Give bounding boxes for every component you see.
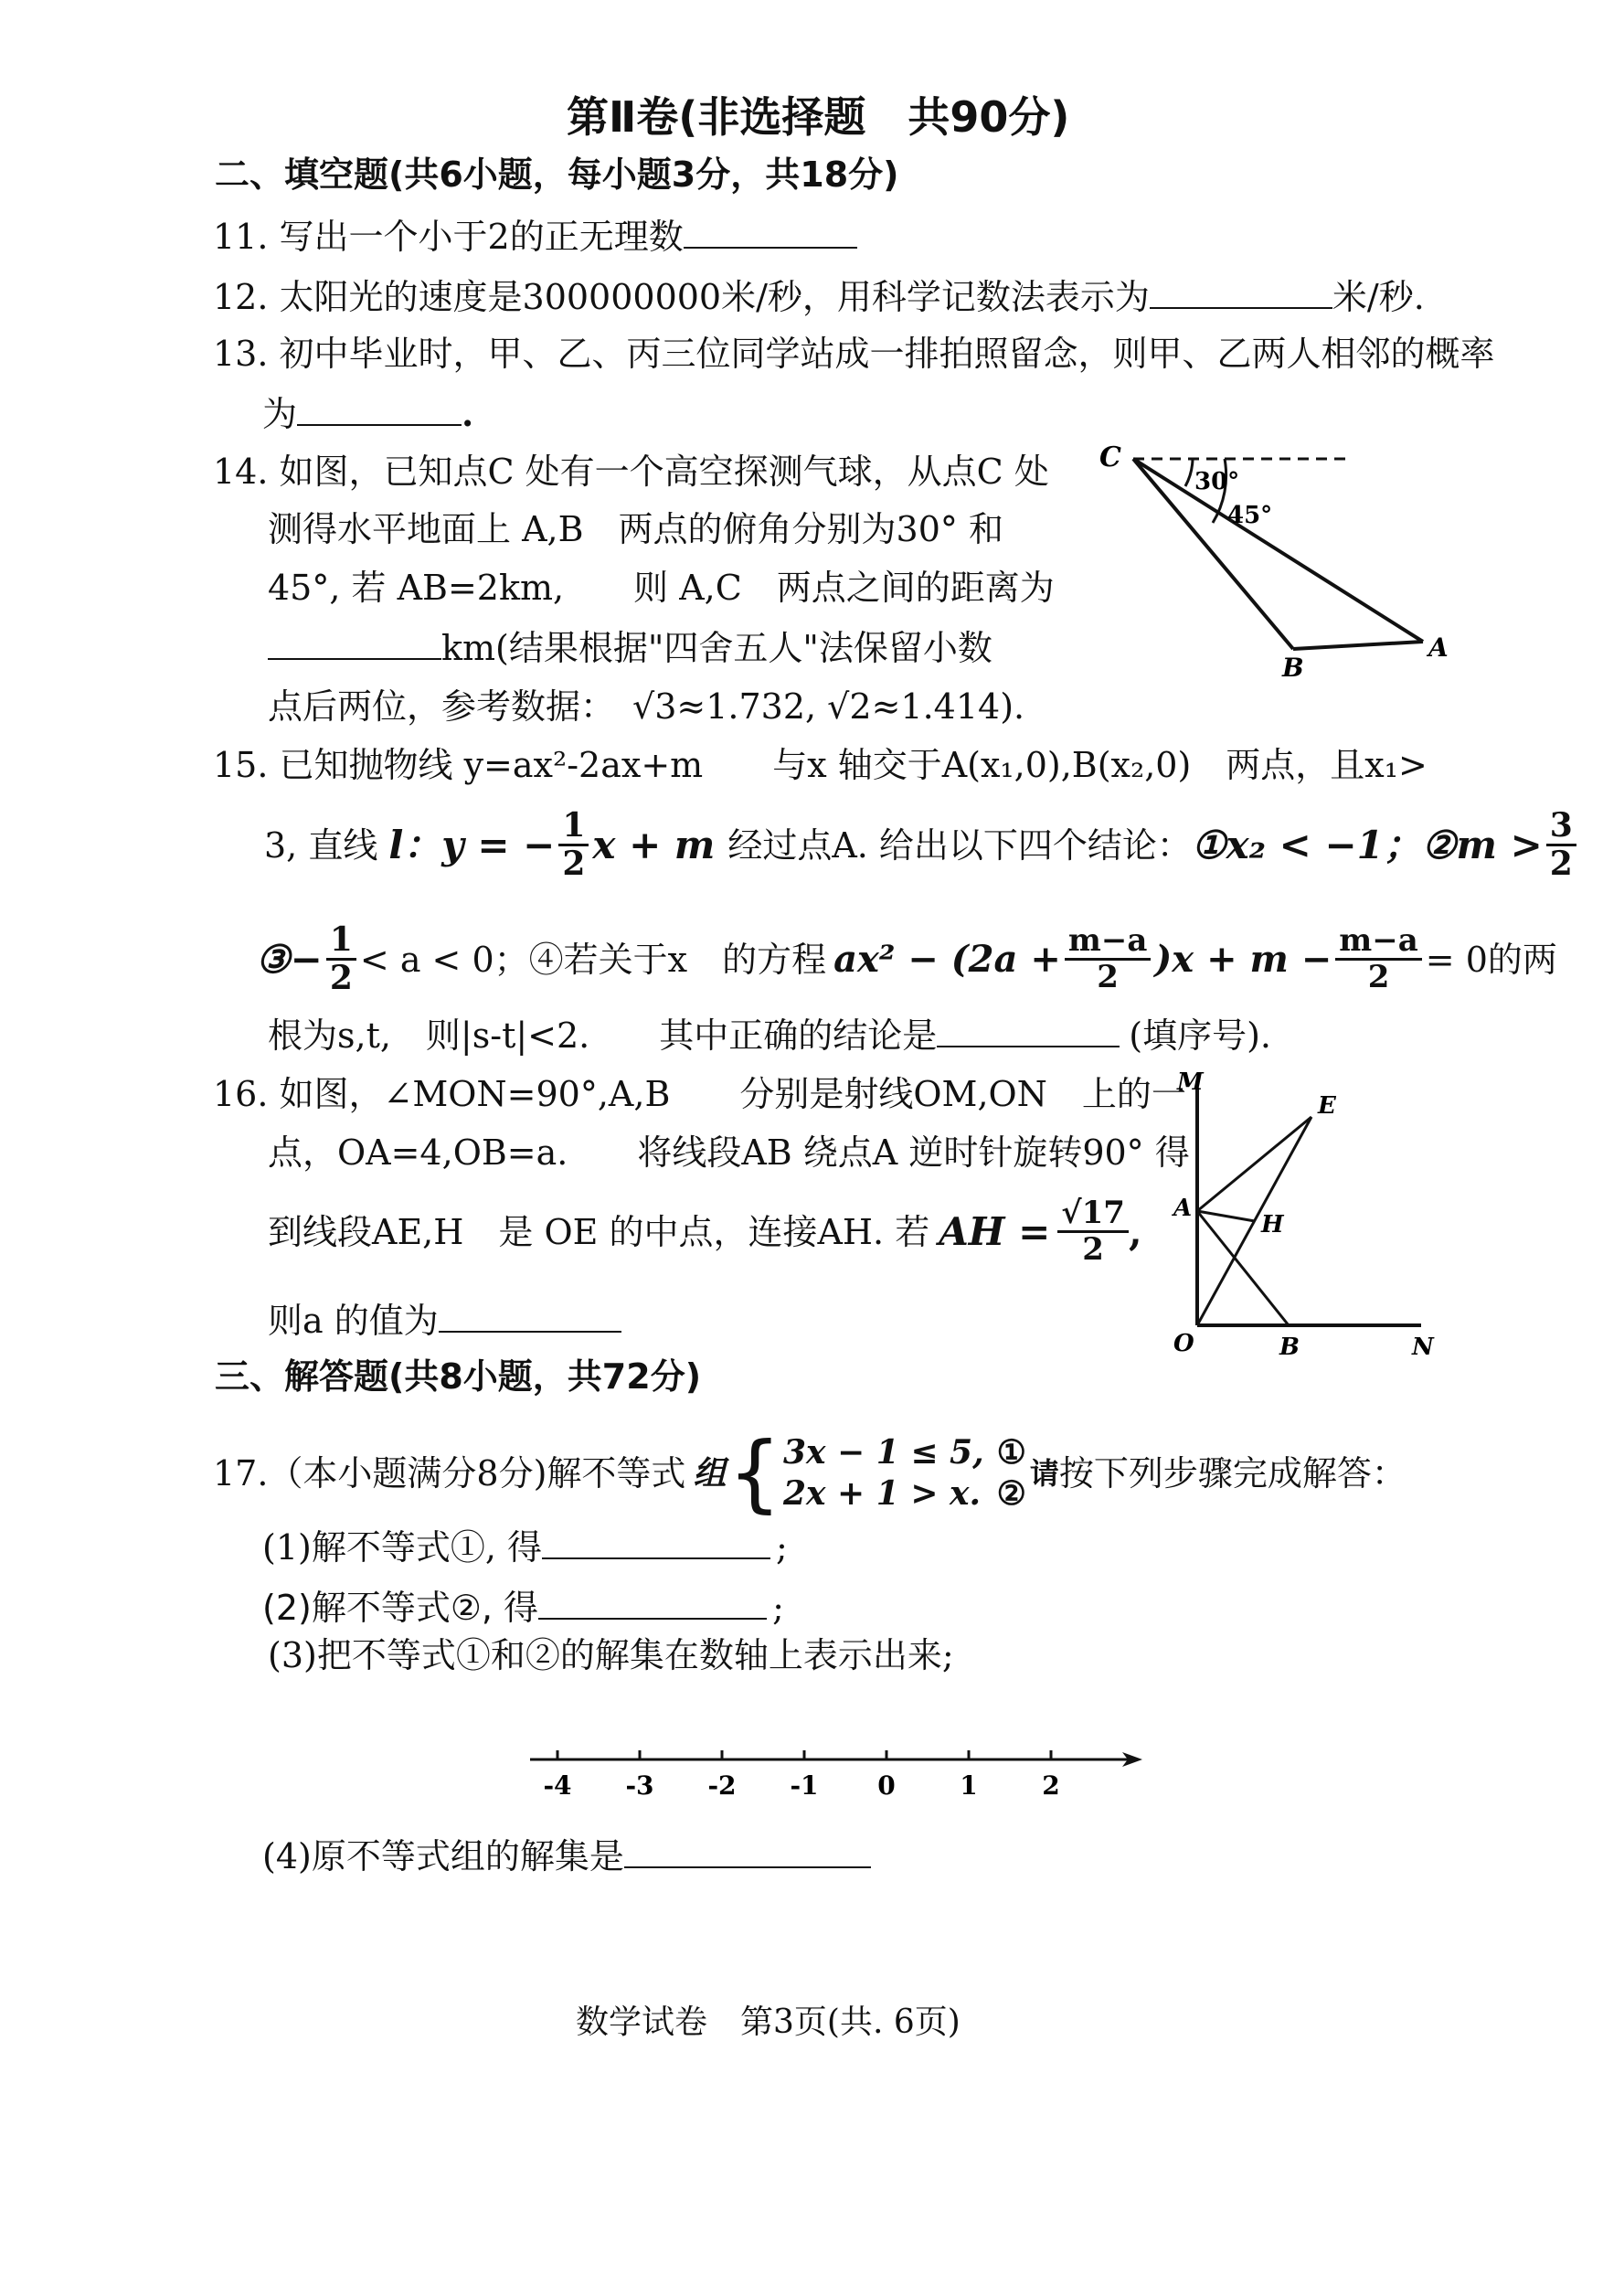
q15-line2-d: 经过点A. 给出以下四个结论： (727, 825, 1192, 866)
q17-marks (997, 1432, 1026, 1515)
page-title: 第Ⅱ卷(非选择题 共90分) (567, 92, 1070, 142)
q14-label-c: C (1099, 441, 1121, 473)
q14-answer-blank[interactable] (268, 629, 441, 660)
q17-ineq2: 2x + 1 > x. (783, 1474, 982, 1513)
q15-line3-d: )x + m − (1154, 938, 1332, 981)
number-line-tick-label: 0 (877, 1770, 896, 1801)
number-line-tick-label: -4 (543, 1770, 572, 1801)
q14-label-30: 30° (1194, 468, 1240, 495)
q17-number-line (530, 1741, 1152, 1823)
q17-step2-blank[interactable] (538, 1589, 767, 1620)
q16-label-m: M (1177, 1068, 1204, 1096)
q16-line4 (268, 1301, 621, 1341)
q17-zu: 组 (693, 1454, 727, 1493)
q14-figure (1092, 439, 1453, 676)
q12-label: 12. 太阳光的速度是300000000米/秒，用科学记数法表示为 (213, 277, 1150, 317)
q17-step2-label: (2)解不等式②, 得 (262, 1588, 539, 1628)
q17-qing: 请 (1029, 1456, 1059, 1491)
q11-answer-blank[interactable] (684, 218, 857, 249)
q15-line4-a: 根为s,t, 则|s-t|<2. 其中正确的结论是 (268, 1015, 938, 1056)
q14-line-ba (1293, 642, 1423, 649)
section2-heading: 二、填空题(共6小题，每小题3分，共18分) (215, 154, 899, 195)
q17-step4-label: (4)原不等式组的解集是 (262, 1836, 624, 1876)
q16-line4-text: 则a 的值为 (268, 1301, 439, 1341)
q13-label: 为 (262, 394, 298, 434)
q11-label: 11. 写出一个小于2的正无理数 (213, 217, 684, 257)
q16-segment-ah (1197, 1211, 1255, 1221)
q16-ah: AH = (939, 1209, 1051, 1254)
q13-answer-blank[interactable] (297, 395, 462, 426)
q17-tail: 按下列步骤完成解答： (1058, 1453, 1406, 1493)
q14-line3: 45°, 若 AB=2km, 则 A,C 两点之间的距离为 (268, 568, 1055, 608)
q15-line3-b: < a < 0；④若关于x 的方程 (359, 940, 827, 980)
q17-brace: { (727, 1424, 781, 1522)
q16-label-a: A (1173, 1195, 1193, 1222)
q15-line3-a: ③− (256, 937, 323, 982)
q17-step1: (1)解不等式①, 得 ; (262, 1527, 788, 1568)
q13-line1: 13. 初中毕业时，甲、乙、丙三位同学站成一排拍照留念，则甲、乙两人相邻的概率 (213, 334, 1495, 374)
q16-segment-ae (1197, 1117, 1311, 1211)
q13-line2: 为 . (262, 393, 474, 434)
q14-line4 (268, 628, 992, 668)
q15-line2 (264, 804, 1576, 887)
q16-line3: 到线段AE,H 是 OE 的中点，连接AH. 若 AH = $\frac{√17}{2}$ , (268, 1194, 1142, 1268)
q16-label-h: H (1261, 1211, 1284, 1238)
q16-line1: 16. 如图，∠MON=90°,A,B 分别是射线OM,ON 上的一 (213, 1074, 1186, 1114)
q17-ineq1: 3x − 1 ≤ 5, (783, 1433, 984, 1472)
page-footer: 数学试卷 第3页(共. 6页) (576, 2004, 961, 2041)
q14-line2: 测得水平地面上 A,B 两点的俯角分别为30° 和 (268, 509, 1003, 549)
q17-step4 (262, 1837, 871, 1874)
q17-intro-text: 17.（本小题满分8分)解不等式 (213, 1453, 686, 1493)
q15-line1: 15. 已知抛物线 y=ax²-2ax+m 与x 轴交于A(x₁,0),B(x₂,0) 两点，且x₁> (213, 745, 1428, 785)
q16-line3-text: 到线段AE,H 是 OE 的中点，连接AH. 若 (268, 1212, 930, 1252)
q16-label-n: N (1412, 1334, 1434, 1361)
q11-text (213, 217, 857, 257)
q17-step1-blank[interactable] (542, 1528, 770, 1559)
q17-step1-label: (1)解不等式①, 得 (262, 1527, 542, 1568)
q15-line3-e: = 0的两 (1425, 940, 1557, 980)
q15-line3 (256, 919, 1557, 1001)
q15-line4-b: (填序号). (1129, 1015, 1271, 1056)
q14-label-b: B (1282, 653, 1304, 676)
q14-line-ca (1133, 459, 1423, 642)
q15-line2-e: ①x₂ < −1；②m > (1191, 823, 1543, 867)
q17-system (783, 1432, 984, 1515)
q15-frac-ma-2: $\frac{m-a}{2}$ (1335, 925, 1422, 994)
q15-line4 (268, 1015, 1271, 1056)
q15-line2-a: 3, 直线 (264, 825, 378, 866)
q17-step3: (3)把不等式①和②的解集在数轴上表示出来; (268, 1635, 954, 1675)
q16-frac-sqrt17: $\frac{√17}{2}$ (1057, 1197, 1129, 1267)
q12-text (213, 277, 1425, 317)
number-line-tick-label: 1 (960, 1770, 978, 1801)
q17-mark2: ② (996, 1474, 1026, 1513)
q17-mark1: ① (996, 1433, 1026, 1472)
q12-unit: 米/秒. (1332, 277, 1425, 317)
q16-line2: 点，OA=4,OB=a. 将线段AB 绕点A 逆时针旋转90° 得 (268, 1132, 1190, 1173)
q15-line2-b: l：y = − (388, 823, 556, 867)
q15-frac-half-1: $\frac{1}{2}$ (558, 809, 589, 882)
q15-frac-three-halves: $\frac{3}{2}$ (1546, 809, 1576, 882)
q14-line4-text: km(结果根据"四舍五人"法保留小数 (441, 628, 992, 668)
q16-label-o: O (1173, 1330, 1194, 1357)
q14-line1: 14. 如图，已知点C 处有一个高空探测气球，从点C 处 (213, 452, 1049, 492)
q15-answer-blank[interactable] (937, 1016, 1120, 1047)
q17-step2: (2)解不等式②, 得 ; (262, 1588, 784, 1628)
number-line-tick-label: 2 (1042, 1770, 1060, 1801)
q14-label-a: A (1428, 632, 1449, 663)
section3-heading: 三、解答题(共8小题，共72分) (215, 1356, 702, 1397)
q16-label-e: E (1318, 1092, 1336, 1120)
number-line-tick-label: -3 (625, 1770, 654, 1801)
q14-label-45: 45° (1227, 502, 1273, 529)
number-line-tick-label: -2 (707, 1770, 737, 1801)
q12-answer-blank[interactable] (1150, 278, 1332, 309)
q16-label-b: B (1279, 1334, 1300, 1361)
q16-figure (1161, 1060, 1444, 1371)
number-line-tick-label: -1 (790, 1770, 819, 1801)
q15-frac-ma-1: $\frac{m-a}{2}$ (1065, 925, 1152, 994)
q14-line5: 点后两位，参考数据： √3≈1.732, √2≈1.414). (268, 686, 1025, 727)
q15-line3-c: ax² − (2a + (833, 938, 1061, 981)
q15-frac-half-2: $\frac{1}{2}$ (326, 923, 356, 996)
q15-line2-c: x + m (592, 823, 716, 867)
q17-intro (213, 1424, 1406, 1522)
q16-answer-blank[interactable] (439, 1302, 621, 1333)
q17-step4-blank[interactable] (624, 1837, 871, 1868)
